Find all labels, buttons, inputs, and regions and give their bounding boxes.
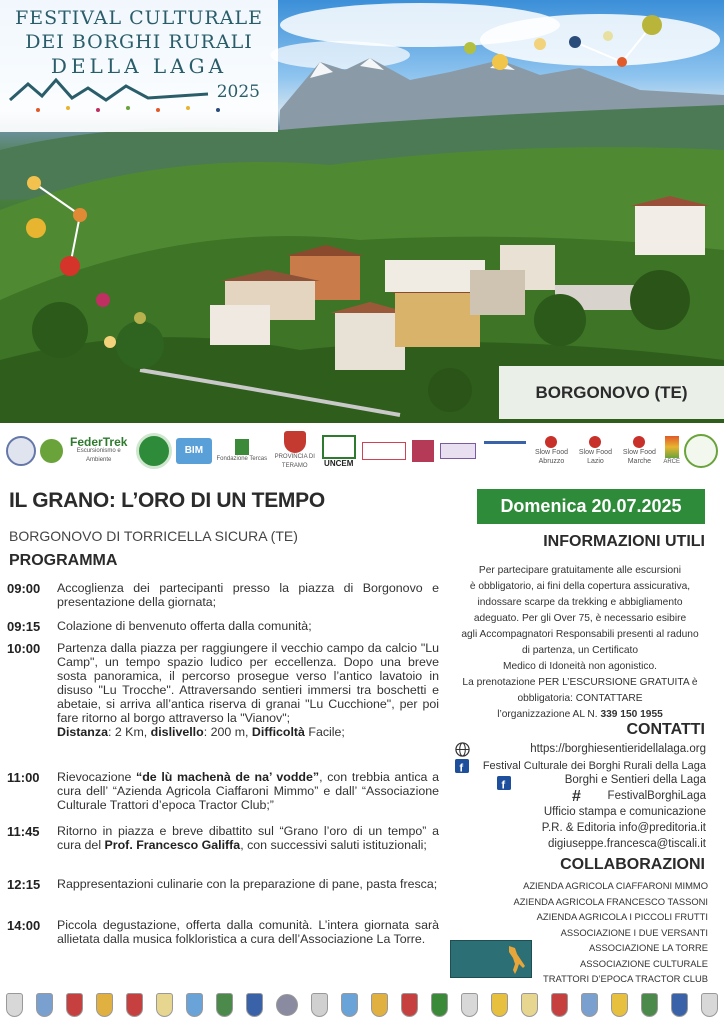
programma-heading: PROGRAMMA <box>9 552 118 569</box>
logo-round-green <box>684 431 718 471</box>
programma-text: , con trebbia antica a cura dell’ “Azienda Agricola Ciaffaroni Mimmo” e dall’ “Associazione Culturale Trattori d’epoca Tractor Club;” <box>57 770 439 812</box>
crest-logo <box>491 993 508 1017</box>
facebook-icon <box>455 759 469 776</box>
info-line: Per partecipare gratuitamente alle escursioni <box>478 565 682 576</box>
logo-emblem <box>6 431 36 471</box>
logo-arce: ARCE <box>663 431 680 471</box>
programma-text: Accoglienza dei partecipanti presso la piazza di Borgonovo e presentazione della giornata; <box>57 581 439 609</box>
crest-logo <box>126 993 143 1017</box>
crest-logo <box>551 993 568 1017</box>
programma-item <box>7 770 439 812</box>
logo-green-circle <box>136 431 172 471</box>
logo-fondazione-tercas: Fondazione Tercas <box>216 431 268 471</box>
municipal-crests-strip <box>6 990 718 1020</box>
festival-title-line1: FESTIVAL CULTURALE <box>15 7 263 29</box>
distanza-value: : 2 Km, <box>107 725 151 739</box>
logo-slowfood-abruzzo: Slow Food Abruzzo <box>531 431 571 471</box>
globe-icon <box>455 742 470 760</box>
collaborazioni-item: AZIENDA AGRICOLA FRANCESCO TASSONI <box>513 895 708 907</box>
programma-item <box>7 641 439 739</box>
difficolta-value: Facile; <box>304 725 345 739</box>
press-email-line[interactable]: digiuseppe.francesca@tiscali.it <box>547 838 706 850</box>
info-text <box>455 563 705 723</box>
crest-logo <box>371 993 388 1017</box>
programma-text: Ritorno in piazza e breve dibattito sul “Grano l’oro di un tempo” a cura del <box>57 824 439 852</box>
crest-logo <box>311 993 328 1017</box>
location-label-box <box>499 366 724 419</box>
dislivello-label: dislivello <box>150 725 204 739</box>
programma-item <box>7 619 439 634</box>
crest-logo <box>401 993 418 1017</box>
logo-uncem: UNCEM <box>322 431 356 471</box>
event-title: IL GRANO: L’ORO DI UN TEMPO <box>9 489 325 512</box>
programma-item <box>7 824 439 852</box>
italy-map-icon <box>505 944 527 976</box>
logo-federtrek: FederTrek Escursionismo e Ambiente <box>40 431 132 471</box>
festival-year: 2025 <box>216 82 260 102</box>
crest-logo <box>611 993 628 1017</box>
programma-text: , con successivi saluti istituzionali; <box>240 838 427 852</box>
collaborazioni-item: ASSOCIAZIONE I DUE VERSANTI <box>560 926 708 938</box>
location-label: BORGONOVO (TE) <box>535 382 688 402</box>
crest-logo <box>641 993 658 1017</box>
info-line: di partenza, un Certificato <box>521 645 639 656</box>
programma-time: 09:15 <box>7 619 41 634</box>
programma-text-block <box>57 770 439 812</box>
programma-item <box>7 877 439 892</box>
crest-logo <box>6 993 23 1017</box>
crest-logo <box>461 993 478 1017</box>
festival-flyer-thumbnail <box>450 940 532 978</box>
logo-provincia-teramo: PROVINCIA DI TERAMO <box>272 431 318 471</box>
hero-image <box>0 0 724 423</box>
programma-time: 14:00 <box>7 918 41 933</box>
programma-time: 09:00 <box>7 581 41 596</box>
info-line: obbligatoria: CONTATTARE <box>517 693 643 704</box>
dislivello-value: : 200 m, <box>203 725 252 739</box>
logo-bim: BIM <box>176 431 212 471</box>
programma-text-block <box>57 641 439 739</box>
crest-logo <box>276 994 298 1016</box>
programma-time: 12:15 <box>7 877 41 892</box>
press-office-line: Ufficio stampa e comunicazione <box>543 806 706 818</box>
programma-text: Rappresentazioni culinarie con la preparazione di pane, pasta fresca; <box>57 877 438 891</box>
collaborazioni-item: AZIENDA AGRICOLA I PICCOLI FRUTTI <box>536 911 708 922</box>
logo-coldiretti <box>360 431 408 471</box>
facebook-icon <box>497 776 511 793</box>
crest-logo <box>96 993 113 1017</box>
collaborazioni-item: ASSOCIAZIONE LA TORRE <box>589 942 708 953</box>
crest-logo <box>431 993 448 1017</box>
info-line: è obbligatorio, ai fini della copertura assicurativa, <box>469 581 691 592</box>
crest-logo <box>216 993 233 1017</box>
info-heading: INFORMAZIONI UTILI <box>543 533 705 550</box>
distanza-label: Distanza <box>57 725 108 739</box>
partner-logos-strip <box>6 428 718 474</box>
hashtag-text: FestivalBorghiLaga <box>607 790 706 802</box>
phone-number[interactable]: 339 150 1955 <box>600 709 663 720</box>
programma-text: Piccola degustazione, offerta dalla comunità. L’intera giornata sarà allietata dalla musica folkloristica a cura dell’Associazione La Torre. <box>57 918 439 946</box>
press-email-line[interactable]: P.R. & Editoria info@preditoria.it <box>541 822 706 834</box>
info-line: La prenotazione PER L’ESCURSIONE GRATUITA è <box>462 677 698 688</box>
collaborazioni-heading: COLLABORAZIONI <box>560 856 705 873</box>
logo-confcommercio <box>482 431 528 471</box>
collaborazioni-item: TRATTORI D’EPOCA TRACTOR CLUB <box>543 973 708 984</box>
info-line: agli Accompagnatori Responsabili presenti al raduno <box>461 629 699 640</box>
crest-logo <box>186 993 203 1017</box>
programma-time: 11:45 <box>7 824 40 839</box>
programma-item <box>7 581 439 609</box>
info-line: Medico di Idoneità non agonistico. <box>502 661 658 672</box>
programma-text-block <box>57 824 439 852</box>
festival-title-line2: DEI BORGHI RURALI <box>25 31 253 53</box>
programma-text: Rievocazione <box>57 770 137 784</box>
programma-text-bold: “de lù machenà de na’ vodde” <box>136 770 320 784</box>
event-date: Domenica 20.07.2025 <box>500 496 682 516</box>
programma-item <box>7 918 439 946</box>
contatti-heading: CONTATTI <box>626 721 705 738</box>
logo-slowfood-lazio: Slow Food Lazio <box>575 431 615 471</box>
crest-logo <box>671 993 688 1017</box>
facebook-link[interactable]: Festival Culturale dei Borghi Rurali della Laga <box>482 760 706 772</box>
website-link[interactable]: https://borghiesentieridellalaga.org <box>530 743 706 755</box>
event-date-box <box>477 489 705 524</box>
crest-logo <box>581 993 598 1017</box>
crest-logo <box>66 993 83 1017</box>
difficolta-label: Difficoltà <box>251 725 305 739</box>
crest-logo <box>701 993 718 1017</box>
logo-universita <box>438 431 478 471</box>
programma-text-bold: Prof. Francesco Galiffa <box>104 838 241 852</box>
programma-text: Colazione di benvenuto offerta dalla comunità; <box>57 619 312 633</box>
crest-logo <box>521 993 538 1017</box>
svg-text:f: f <box>501 779 506 790</box>
collaborazioni-item: AZIENDA AGRICOLA CIAFFARONI MIMMO <box>523 880 708 891</box>
logo-unione-comuni <box>412 431 434 471</box>
info-line: l’organizzazione AL N. <box>497 709 601 720</box>
festival-title-box <box>0 0 278 132</box>
programma-time: 10:00 <box>7 641 41 656</box>
hashtag-icon: # <box>572 788 581 805</box>
info-line: adeguato. Per gli Over 75, è necessario esibire <box>473 613 687 624</box>
festival-title-line3: DELLA LAGA <box>50 54 228 78</box>
info-line: indossare scarpe da trekking e abbigliamento <box>477 597 683 608</box>
programma-text: Partenza dalla piazza per raggiungere il vecchio campo da calcio "Lu Camp", un tempo spazio ludico per eccellenza. Dopo una breve sosta panoramica, il percorso prosegue verso l’antico lavatoio in disuso "Lu Trocche". Attraversando sentieri immersi tra boschetti e abetaie, si arriva all’antica riserva di granai "Lu Cucchione", per poi fare ritorno al borgo attraverso la "Vianov"; <box>57 641 439 725</box>
logo-slowfood-marche: Slow Food Marche <box>619 431 659 471</box>
svg-text:f: f <box>459 762 464 773</box>
facebook-link[interactable]: Borghi e Sentieri della Laga <box>564 774 706 786</box>
crest-logo <box>36 993 53 1017</box>
collaborazioni-item: ASSOCIAZIONE CULTURALE <box>580 957 708 969</box>
programma-time: 11:00 <box>7 770 40 785</box>
crest-logo <box>156 993 173 1017</box>
crest-logo <box>341 993 358 1017</box>
event-location: BORGONOVO DI TORRICELLA SICURA (TE) <box>9 528 298 544</box>
crest-logo <box>246 993 263 1017</box>
